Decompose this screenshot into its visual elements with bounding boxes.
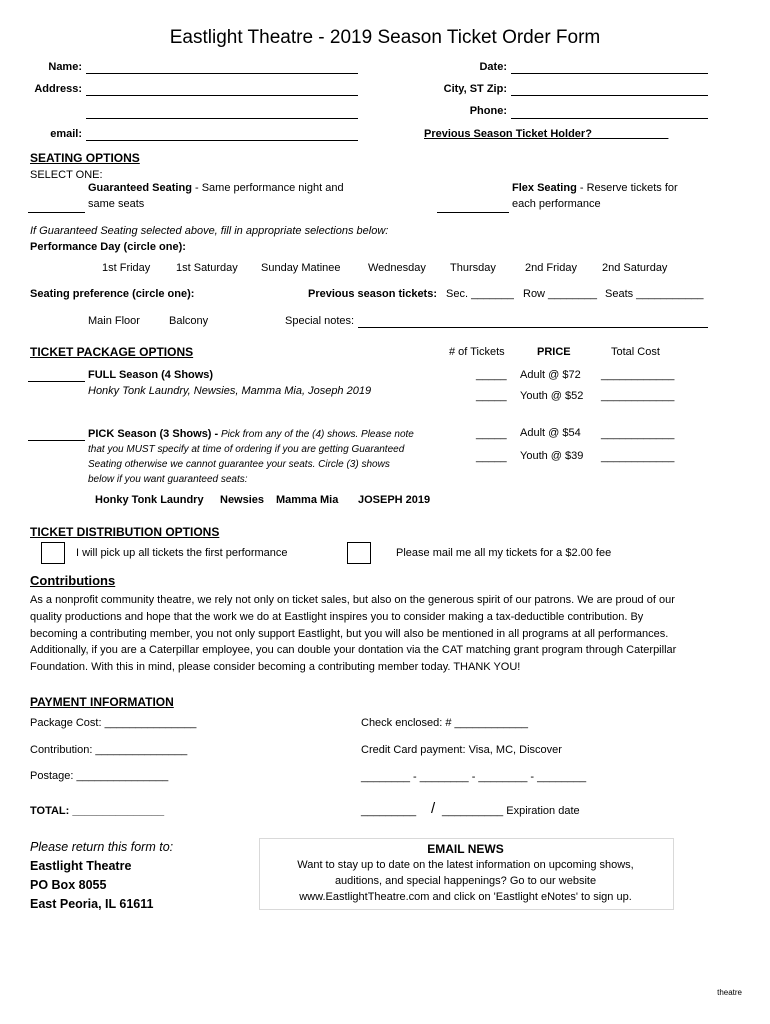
contributions-text: As a nonprofit community theatre, we rely not only on ticket sales, but also on the generous spirit of our patrons. We are proud of our quality productions and hope that the work we do at Eastlight inspires you to consider making a tax-deductible contribution. By becoming a contributing member, you not only support Eastlight, but you will also be mentioned in all programs at all performances. Additionally, if you are a Caterpillar employee, you can double your dontation via the CAT matching grant program through Caterpillar Foundation. With this in mind, please consider becoming a contributing member today. THANK YOU!	[30, 594, 677, 674]
email-news-link[interactable]: www.EastlightTheatre.com and click on 'Eastlight eNotes' to sign up.	[299, 891, 632, 903]
day-option[interactable]: Thursday	[450, 262, 496, 274]
main-floor-option[interactable]: Main Floor	[88, 315, 140, 327]
date-field[interactable]	[511, 73, 708, 74]
special-notes-label: Special notes:	[285, 315, 355, 327]
address-label: Address:	[34, 83, 82, 95]
card-number-field[interactable]: ________ - ________ - ________ - ________	[361, 771, 587, 783]
day-option[interactable]: 1st Saturday	[176, 262, 238, 274]
contributions-heading: Contributions	[30, 573, 116, 588]
youth52-total[interactable]: ____________	[601, 390, 675, 402]
day-option[interactable]: 2nd Saturday	[602, 262, 668, 274]
contributions-clip	[30, 592, 755, 687]
youth52-qty[interactable]: _____	[476, 390, 507, 402]
return-box: PO Box 8055	[30, 878, 107, 892]
email-label: email:	[50, 128, 82, 140]
pick-season-label: PICK Season (3 Shows) - Pick from any of the (4) shows. Please note	[88, 428, 414, 440]
email-news-line-2: auditions, and special happenings? Go to our website	[334, 875, 597, 887]
pick-season-note-4: below if you want guaranteed seats:	[88, 474, 248, 485]
email-news-line-1: Want to stay up to date on the latest information on upcoming shows,	[297, 859, 634, 871]
full-season-label: FULL Season (4 Shows)	[88, 369, 214, 381]
balcony-option[interactable]: Balcony	[169, 315, 209, 327]
name-label: Name:	[48, 61, 82, 73]
phone-label: Phone:	[469, 105, 507, 117]
package-cost-field[interactable]: Package Cost: _______________	[30, 717, 197, 729]
return-heading: Please return this form to:	[30, 840, 174, 854]
pick-season-note-3: Seating otherwise we cannot guarantee your seats. Circle (3) shows	[88, 459, 390, 470]
price-column-header: PRICE	[537, 346, 571, 358]
full-season-shows: Honky Tonk Laundry, Newsies, Mamma Mia, Joseph 2019	[88, 385, 372, 397]
city-label: City, ST Zip:	[443, 83, 507, 95]
youth39-total[interactable]: ____________	[601, 451, 675, 463]
guaranteed-instructions: If Guaranteed Seating selected above, fill in appropriate selections below:	[30, 225, 389, 237]
total-column-header: Total Cost	[611, 346, 660, 358]
row-field[interactable]: Row ________	[523, 288, 598, 300]
address-field-2[interactable]	[86, 118, 358, 119]
show-option[interactable]: JOSEPH 2019	[358, 494, 431, 506]
email-field[interactable]	[86, 140, 358, 141]
show-option[interactable]: Honky Tonk Laundry	[95, 494, 204, 506]
page-title: Eastlight Theatre - 2019 Season Ticket Order Form	[169, 27, 601, 48]
expiration-year-field[interactable]: __________ Expiration date	[442, 805, 580, 817]
city-field[interactable]	[511, 95, 708, 96]
flex-seating-blank[interactable]	[437, 212, 509, 213]
return-city: East Peoria, IL 61611	[30, 897, 154, 911]
mail-checkbox[interactable]	[347, 542, 371, 564]
guaranteed-seating-blank[interactable]	[28, 212, 85, 213]
pick-season-note-2: that you MUST specify at time of ordering if you are getting Guaranteed	[88, 444, 405, 455]
phone-field[interactable]	[511, 118, 708, 119]
flex-seating-label: Flex Seating - Reserve tickets for	[512, 182, 678, 194]
previous-tickets-label: Previous season tickets:	[308, 288, 438, 300]
youth39-qty[interactable]: _____	[476, 451, 507, 463]
adult54-price: Adult @ $54	[520, 427, 581, 439]
sec-field[interactable]: Sec. _______	[446, 288, 514, 300]
payment-heading: PAYMENT INFORMATION	[30, 695, 174, 709]
day-option[interactable]: Sunday Matinee	[261, 262, 341, 274]
expiration-month-field[interactable]: _________	[361, 805, 417, 817]
expiration-slash: /	[431, 800, 436, 817]
mail-label: Please mail me all my tickets for a $2.00 fee	[396, 547, 612, 559]
footer-text: theatre	[717, 988, 742, 997]
check-field[interactable]: Check enclosed: # ____________	[361, 717, 528, 729]
seating-heading: SEATING OPTIONS	[30, 151, 140, 165]
special-notes-field[interactable]	[358, 327, 708, 328]
guaranteed-seating-label-2: same seats	[88, 198, 145, 210]
credit-card-label: Credit Card payment: Visa, MC, Discover	[361, 744, 562, 756]
seating-preference-label: Seating preference (circle one):	[30, 288, 195, 300]
performance-day-label: Performance Day (circle one):	[30, 241, 186, 253]
adult54-qty[interactable]: _____	[476, 428, 507, 440]
postage-field[interactable]: Postage: _______________	[30, 770, 169, 782]
show-option[interactable]: Newsies	[220, 494, 265, 506]
total-field[interactable]: TOTAL: _______________	[30, 805, 165, 817]
distribution-heading: TICKET DISTRIBUTION OPTIONS	[30, 525, 220, 539]
email-news-heading: EMAIL NEWS	[427, 842, 504, 856]
day-option[interactable]: 1st Friday	[102, 262, 151, 274]
adult54-total[interactable]: ____________	[601, 428, 675, 440]
address-field-1[interactable]	[86, 95, 358, 96]
tickets-column-header: # of Tickets	[449, 346, 505, 358]
adult72-price: Adult @ $72	[520, 369, 581, 381]
full-season-blank[interactable]	[28, 381, 85, 382]
adult72-qty[interactable]: _____	[476, 369, 507, 381]
date-label: Date:	[479, 61, 507, 73]
flex-seating-label-2: each performance	[512, 198, 601, 210]
pickup-label: I will pick up all tickets the first performance	[76, 547, 288, 559]
guaranteed-seating-label: Guaranteed Seating - Same performance night and	[88, 182, 344, 194]
name-field[interactable]	[86, 73, 358, 74]
show-option[interactable]: Mamma Mia	[276, 494, 339, 506]
youth52-price: Youth @ $52	[520, 390, 584, 402]
packages-heading: TICKET PACKAGE OPTIONS	[30, 345, 194, 359]
day-option[interactable]: 2nd Friday	[525, 262, 577, 274]
youth39-price: Youth @ $39	[520, 450, 584, 462]
previous-holder-field[interactable]: Previous Season Ticket Holder? ____________	[424, 128, 669, 140]
contribution-field[interactable]: Contribution: _______________	[30, 744, 188, 756]
select-one-label: SELECT ONE:	[30, 169, 103, 181]
return-name: Eastlight Theatre	[30, 859, 132, 873]
pickup-checkbox[interactable]	[41, 542, 65, 564]
adult72-total[interactable]: ____________	[601, 369, 675, 381]
day-option[interactable]: Wednesday	[368, 262, 426, 274]
pick-season-blank[interactable]	[28, 440, 85, 441]
seats-field[interactable]: Seats ___________	[605, 288, 704, 300]
